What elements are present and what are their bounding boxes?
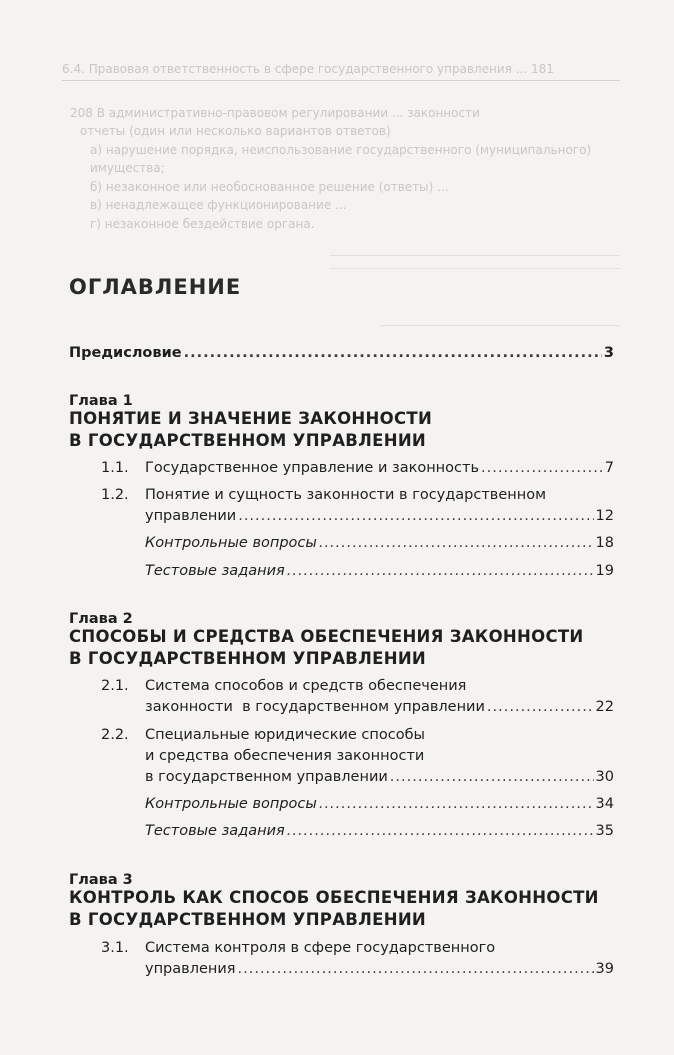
- ghost-rule: [330, 255, 620, 256]
- leader-dots: [238, 961, 594, 977]
- toc-entry-1-2[interactable]: [145, 508, 614, 524]
- page-number: 12: [595, 508, 614, 524]
- ghost-line: г) незаконное бездействие органа.: [90, 217, 315, 231]
- page-number: 7: [604, 460, 614, 476]
- toc-entry-preface[interactable]: [69, 345, 614, 361]
- chapter-title-line: СПОСОБЫ И СРЕДСТВА ОБЕСПЕЧЕНИЯ ЗАКОННОСТИ: [69, 627, 584, 646]
- entry-label: Государственное управление и законность: [145, 460, 480, 476]
- page-number: 18: [595, 535, 614, 551]
- page-number: 19: [595, 563, 614, 579]
- page-number: 30: [595, 769, 614, 785]
- toc-entry-1-questions[interactable]: [145, 535, 614, 551]
- entry-label: в государственном управлении: [145, 769, 388, 785]
- page-title: ОГЛАВЛЕНИЕ: [69, 275, 242, 299]
- section-number: 2.1.: [101, 678, 129, 694]
- ghost-rule: [380, 325, 620, 326]
- ghost-line: имущества;: [90, 161, 165, 175]
- entry-label: Тестовые задания: [145, 563, 285, 579]
- toc-entry-2-tests[interactable]: [145, 823, 614, 839]
- page-number: 35: [595, 823, 614, 839]
- leader-dots: [184, 345, 602, 361]
- chapter-title-line: В ГОСУДАРСТВЕННОМ УПРАВЛЕНИИ: [69, 649, 427, 668]
- ghost-line: а) нарушение порядка, неиспользование государственного (муниципального): [90, 143, 592, 157]
- chapter-title: [69, 887, 599, 931]
- section-number: 1.1.: [101, 460, 129, 476]
- ghost-line: в) ненадлежащее функционирование ...: [90, 198, 347, 212]
- leader-dots: [238, 508, 593, 524]
- ghost-line: 208 В административно-правовом регулировании ... законности: [70, 106, 480, 120]
- entry-label-line: Понятие и сущность законности в государственном: [145, 487, 547, 503]
- ghost-rule: [330, 268, 620, 269]
- entry-label: Тестовые задания: [145, 823, 285, 839]
- section-number: 1.2.: [101, 487, 129, 503]
- entry-label-line: Система контроля в сфере государственного: [145, 940, 496, 956]
- chapter-title-line: В ГОСУДАРСТВЕННОМ УПРАВЛЕНИИ: [69, 431, 427, 450]
- entry-label: управления: [145, 961, 236, 977]
- page-number: 22: [595, 699, 614, 715]
- leader-dots: [390, 769, 594, 785]
- toc-entry-1-1[interactable]: [145, 460, 614, 476]
- entry-label-line: Специальные юридические способы: [145, 727, 425, 743]
- ghost-header: 6.4. Правовая ответственность в сфере государственного управления ... 181: [62, 62, 620, 81]
- section-number: 3.1.: [101, 940, 129, 956]
- page-number: 34: [595, 796, 614, 812]
- toc-entry-2-1[interactable]: [145, 699, 614, 715]
- chapter-label: Глава 3: [69, 872, 133, 888]
- entry-label: Контрольные вопросы: [145, 796, 317, 812]
- toc-entry-1-tests[interactable]: [145, 563, 614, 579]
- section-number: 2.2.: [101, 727, 129, 743]
- page-number: 3: [603, 345, 614, 361]
- entry-label-line: и средства обеспечения законности: [145, 748, 425, 764]
- leader-dots: [487, 699, 594, 715]
- ghost-line: б) незаконное или необоснованное решение (ответы) ...: [90, 180, 449, 194]
- leader-dots: [319, 796, 594, 812]
- entry-label: Предисловие: [69, 345, 182, 361]
- page-number: 39: [595, 961, 614, 977]
- chapter-title-line: КОНТРОЛЬ КАК СПОСОБ ОБЕСПЕЧЕНИЯ ЗАКОННОСТИ: [69, 888, 599, 907]
- entry-label: законности в государственном управлении: [145, 699, 485, 715]
- leader-dots: [481, 460, 603, 476]
- toc-entry-3-1[interactable]: [145, 961, 614, 977]
- entry-label: управлении: [145, 508, 237, 524]
- toc-entry-2-2[interactable]: [145, 769, 614, 785]
- entry-label-line: Система способов и средств обеспечения: [145, 678, 467, 694]
- chapter-title: [69, 408, 432, 452]
- entry-label: Контрольные вопросы: [145, 535, 317, 551]
- chapter-title: [69, 626, 584, 670]
- leader-dots: [287, 823, 594, 839]
- chapter-label: Глава 1: [69, 393, 133, 409]
- toc-entry-2-questions[interactable]: [145, 796, 614, 812]
- leader-dots: [287, 563, 594, 579]
- chapter-label: Глава 2: [69, 611, 133, 627]
- chapter-title-line: В ГОСУДАРСТВЕННОМ УПРАВЛЕНИИ: [69, 910, 427, 929]
- chapter-title-line: ПОНЯТИЕ И ЗНАЧЕНИЕ ЗАКОННОСТИ: [69, 409, 433, 428]
- leader-dots: [319, 535, 594, 551]
- ghost-line: отчеты (один или несколько вариантов ответов): [80, 124, 391, 138]
